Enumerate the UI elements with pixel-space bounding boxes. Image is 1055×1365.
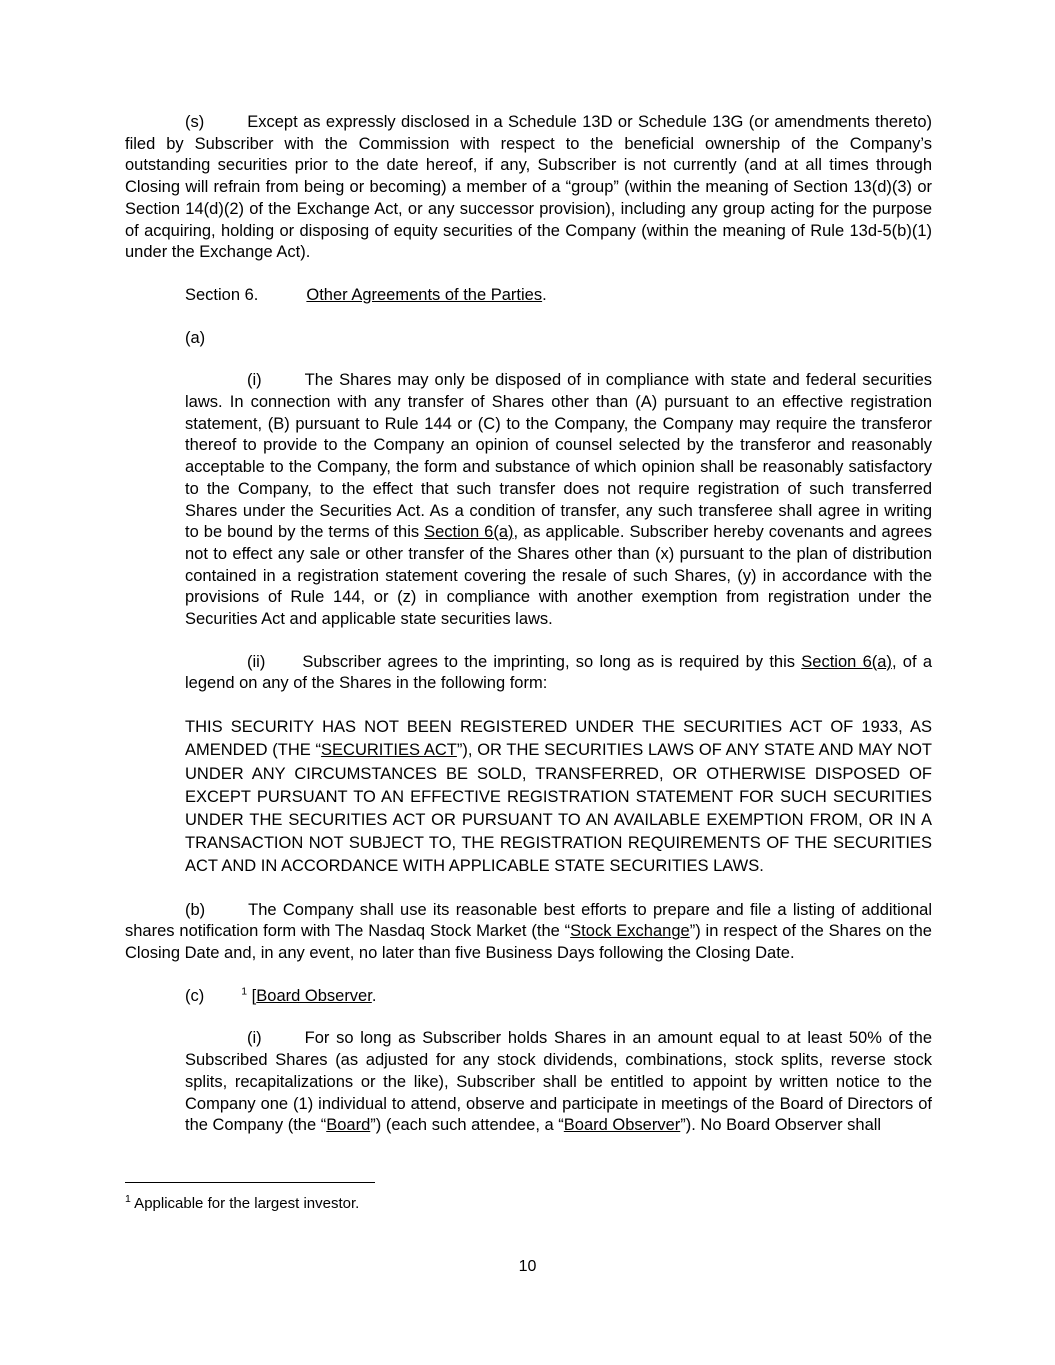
footnote-area xyxy=(125,1182,932,1214)
legend-text: THIS SECURITY HAS NOT BEEN REGISTERED UNDER THE SECURITIES ACT OF 1933, AS AMENDED (THE “ xyxy=(185,718,932,760)
paragraph-s-text: Except as expressly disclosed in a Schedule 13D or Schedule 13G (or amendments thereto) filed by Subscriber with the Commission with respect to the beneficial ownership of the Company’s outstanding securities prior to the date hereof, if any, Subscriber is not currently (and at all times through Closing will refrain from being or becoming) a member of a “group” (within the meaning of Section 13(d)(3) or Section 14(d)(2) of the Exchange Act, or any successor provision), including any group acting for the purpose of acquiring, holding or disposing of equity securities of the Company (within the meaning of Rule 13d-5(b)(1) under the Exchange Act). xyxy=(125,113,932,262)
legend-text: ”), OR THE SECURITIES LAWS OF ANY STATE AND MAY NOT UNDER ANY CIRCUMSTANCES BE SOLD, TRANSFERRED, OR OTHERWISE DISPOSED OF EXCEPT PURSUANT TO AN EFFECTIVE REGISTRATION STATEMENT FOR SUCH SECURITIES UNDER THE SECURITIES ACT OR PURSUANT TO AN AVAILABLE EXEMPTION FROM, OR IN A TRANSACTION NOT SUBJECT TO, THE REGISTRATION REQUIREMENTS OF THE SECURITIES ACT AND IN ACCORDANCE WITH APPLICABLE STATE SECURITIES LAWS. xyxy=(185,741,932,876)
section-6a-reference: Section 6(a) xyxy=(801,652,892,671)
paragraph-c-heading xyxy=(125,986,932,1008)
list-marker-a: (a) xyxy=(185,328,206,347)
board-observer-term: Board Observer xyxy=(563,1116,681,1135)
paragraph-a-ii xyxy=(185,652,932,695)
paragraph-a-i-text: , as applicable. Subscriber hereby covenants and agrees not to effect any sale or other transfer of the Shares other than (x) pursuant to the plan of distribution contained in a registration statement covering the resale of such Shares, (y) in accordance with the provisions of Rule 144, or (z) in compliance with another exemption from registration under the Securities Act and applicable state securities laws. xyxy=(185,523,932,629)
section-6a-reference: Section 6(a) xyxy=(424,523,514,542)
paragraph-b-text: ”) in respect of the Shares on the Closing Date and, in any event, no later than five Business Days following the Closing Date. xyxy=(125,922,932,962)
section-6-period: . xyxy=(542,285,547,304)
section-6-title: Other Agreements of the Parties xyxy=(306,285,543,304)
paragraph-b xyxy=(125,900,932,965)
list-marker-s: (s) xyxy=(185,113,205,131)
paragraph-c-text: [ xyxy=(247,986,257,1005)
paragraph-a-ii-text: Subscriber agrees to the imprinting, so long as is required by this xyxy=(302,652,802,671)
paragraph-a-i-text: The Shares may only be disposed of in compliance with state and federal securities laws. In connection with any transfer of Shares other than (A) pursuant to an effective registration statement, (B) pursuant to Rule 144 or (C) to the Company, the Company may require the transferor thereof to provide to the Company an opinion of counsel selected by the transferor and reasonably acceptable to the Company, the form and substance of which opinion shall be reasonably satisfactory to the Company, to the effect that such transfer does not require registration of such transferred Shares under the Securities Act. As a condition of transfer, any such transferee shall agree in writing to be bound by the terms of this xyxy=(185,371,932,542)
paragraph-b-text: The Company shall use its reasonable best efforts to prepare and file a listing of additional shares notification form with The Nasdaq Stock Market (the “ xyxy=(125,900,932,941)
paragraph-a-marker xyxy=(125,328,932,350)
list-marker-c: (c) xyxy=(185,986,205,1005)
page-number: 10 xyxy=(518,1258,537,1275)
board-observer-heading: Board Observer xyxy=(256,986,372,1005)
paragraph-a-ii-text: , of a legend on any of the Shares in the following form: xyxy=(185,652,932,693)
paragraph-a-i xyxy=(185,370,932,630)
list-marker-a-i: (i) xyxy=(247,371,262,390)
securities-legend xyxy=(185,716,932,878)
board-term: Board xyxy=(326,1116,371,1135)
paragraph-s xyxy=(125,112,932,264)
list-marker-a-ii: (ii) xyxy=(247,652,266,671)
paragraph-c-text: . xyxy=(371,986,377,1005)
footnote-text: Applicable for the largest investor. xyxy=(130,1195,360,1212)
paragraph-c-i-text: For so long as Subscriber holds Shares in an amount equal to at least 50% of the Subscribed Shares (as adjusted for any stock dividends, combinations, stock splits, reverse stock splits, recapitalizations or the like), Subscriber shall be entitled to appoint by written notice to the Company one (1) individual to attend, observe and participate in meetings of the Board of Directors of the Company (the “ xyxy=(185,1029,932,1135)
section-6-label: Section 6. xyxy=(185,285,259,304)
footnote-separator-rule xyxy=(125,1182,375,1183)
list-marker-c-i: (i) xyxy=(247,1029,262,1048)
footnote-marker: 1 xyxy=(125,1193,131,1205)
list-marker-b: (b) xyxy=(185,900,206,919)
securities-act-term: SECURITIES ACT xyxy=(321,741,457,760)
footnote-reference-1: 1 xyxy=(241,985,248,998)
footnote-1 xyxy=(125,1194,932,1214)
stock-exchange-term: Stock Exchange xyxy=(570,922,690,941)
paragraph-c-i-text: ”). No Board Observer shall xyxy=(680,1116,882,1135)
paragraph-c-i xyxy=(185,1028,932,1137)
paragraph-c-i-text: ”) (each such attendee, a “ xyxy=(370,1116,564,1135)
section-6-heading xyxy=(125,285,932,307)
